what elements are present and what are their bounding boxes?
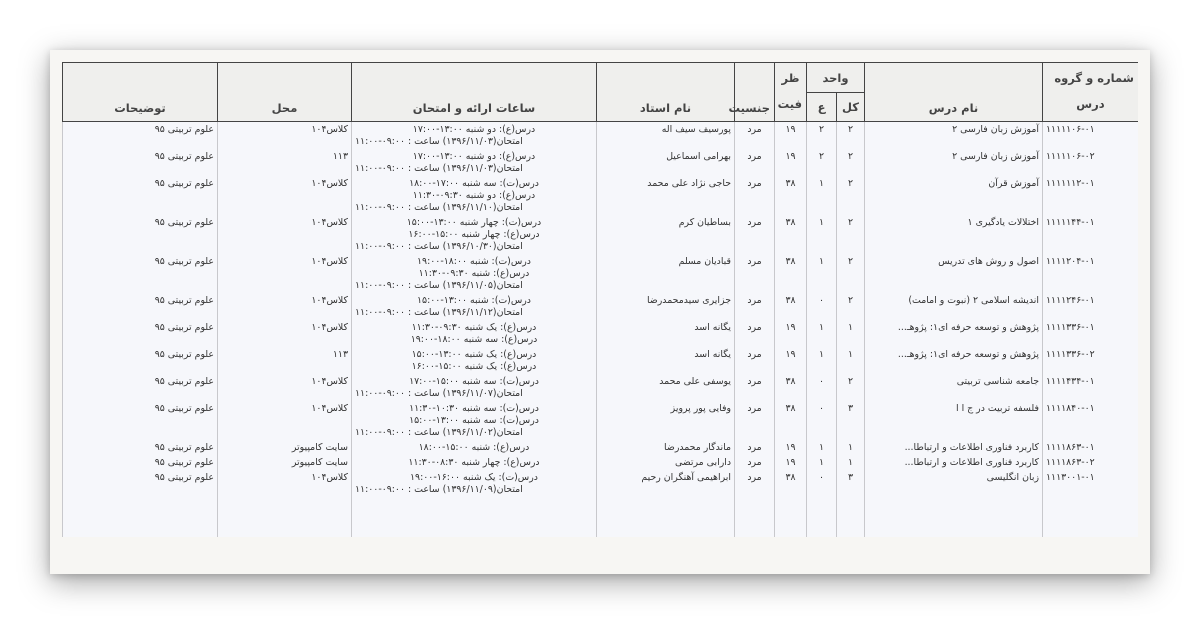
course-name: آموزش قرآن [865, 176, 1043, 215]
schedule [352, 149, 597, 176]
units-practical: ۰ [807, 401, 837, 440]
capacity: ۳۸ [775, 215, 807, 254]
instructor: بهرامی اسماعیل [597, 149, 735, 176]
course-code: ۱۱۱۱۱۴۴-۰۱ [1043, 215, 1139, 254]
instructor: دارابی مرتضی [597, 455, 735, 470]
schedule-line: درس(ت): سه شنبه ۱۳:۰۰-۱۵:۰۰ [409, 415, 539, 426]
course-name: فلسفه تربیت در ج ا ا [865, 401, 1043, 440]
units-total: ۲ [837, 254, 865, 293]
schedule-line: درس(ع): چهار شنبه ۱۵:۰۰-۱۶:۰۰ [408, 229, 540, 240]
notes: علوم تربیتی ۹۵ [63, 122, 218, 150]
table-row[interactable] [63, 470, 1139, 497]
units-total: ۱ [837, 347, 865, 374]
notes: علوم تربیتی ۹۵ [63, 149, 218, 176]
units-total: ۲ [837, 149, 865, 176]
schedule-line: درس(ع): شنبه ۰۹:۳۰-۱۱:۳۰ [418, 268, 530, 279]
capacity: ۳۸ [775, 254, 807, 293]
units-total: ۲ [837, 374, 865, 401]
instructor: ابراهیمی آهنگران رحیم [597, 470, 735, 497]
units-practical: ۱ [807, 440, 837, 455]
course-name: اندیشه اسلامی ۲ (نبوت و امامت) [865, 293, 1043, 320]
capacity: ۳۸ [775, 401, 807, 440]
schedule-line: درس(ع): سه شنبه ۱۸:۰۰-۱۹:۰۰ [410, 334, 538, 345]
gender: مرد [735, 470, 775, 497]
table-row[interactable] [63, 176, 1139, 215]
instructor: بساطیان کرم [597, 215, 735, 254]
course-name: جامعه شناسی تربیتی [865, 374, 1043, 401]
table-row[interactable] [63, 215, 1139, 254]
schedule-line: درس(ت): شنبه ۱۸:۰۰-۱۹:۰۰ [417, 256, 531, 267]
units-practical: ۰ [807, 374, 837, 401]
capacity: ۱۹ [775, 149, 807, 176]
header-capacity-line2: فیت [777, 97, 802, 111]
instructor: ماندگار محمدرضا [597, 440, 735, 455]
course-code: ۱۱۱۱۸۶۳-۰۱ [1043, 440, 1139, 455]
location: کلاس۱۰۴ [218, 320, 352, 347]
schedule-line: درس(ع): دو شنبه ۱۳:۰۰-۱۷:۰۰ [412, 151, 536, 162]
exam-line: امتحان(۱۳۹۶/۱۱/۰۳) ساعت : ۰۹:۰۰-۱۱:۰۰ [355, 163, 523, 174]
header-units-total[interactable]: کل [837, 93, 865, 122]
header-notes[interactable]: توضیحات [63, 63, 218, 122]
location: ۱۱۳ [218, 347, 352, 374]
schedule [352, 401, 597, 440]
location: سایت کامپیوتر [218, 440, 352, 455]
gender: مرد [735, 176, 775, 215]
location: کلاس۱۰۴ [218, 215, 352, 254]
schedule-line: درس(ع): چهار شنبه ۰۸:۳۰-۱۱:۳۰ [408, 457, 540, 468]
capacity: ۱۹ [775, 122, 807, 150]
capacity: ۳۸ [775, 176, 807, 215]
units-total: ۱ [837, 320, 865, 347]
gender: مرد [735, 254, 775, 293]
units-total: ۳ [837, 470, 865, 497]
course-name: زبان انگلیسی [865, 470, 1043, 497]
header-instructor[interactable]: نام استاد [597, 63, 735, 122]
schedule-line: درس(ع): شنبه ۱۵:۰۰-۱۸:۰۰ [418, 442, 530, 453]
schedule-line: درس(ع): یک شنبه ۱۳:۰۰-۱۵:۰۰ [411, 349, 537, 360]
course-code: ۱۱۱۳۰۰۱-۰۱ [1043, 470, 1139, 497]
course-code: ۱۱۱۱۱۰۶-۰۲ [1043, 149, 1139, 176]
schedule-line: درس(ت): سه شنبه ۱۰:۳۰-۱۱:۳۰ [409, 403, 539, 414]
exam-line: امتحان(۱۳۹۶/۱۰/۳۰) ساعت : ۰۹:۰۰-۱۱:۰۰ [355, 241, 523, 252]
units-practical: ۱ [807, 320, 837, 347]
header-course-name[interactable]: نام درس [865, 63, 1043, 122]
course-name: پژوهش و توسعه حرفه ای۱: پژوهـ... [865, 320, 1043, 347]
notes: علوم تربیتی ۹۵ [63, 320, 218, 347]
table-row[interactable] [63, 320, 1139, 347]
table-row[interactable] [63, 455, 1139, 470]
units-practical: ۲ [807, 149, 837, 176]
schedule [352, 455, 597, 470]
exam-line: امتحان(۱۳۹۶/۱۱/۰۳) ساعت : ۰۹:۰۰-۱۱:۰۰ [355, 136, 523, 147]
notes: علوم تربیتی ۹۵ [63, 176, 218, 215]
schedule [352, 293, 597, 320]
units-practical: ۰ [807, 470, 837, 497]
schedule [352, 374, 597, 401]
instructor: حاجی نژاد علی محمد [597, 176, 735, 215]
course-code: ۱۱۱۱۲۰۴-۰۱ [1043, 254, 1139, 293]
location: کلاس۱۰۴ [218, 401, 352, 440]
course-name: اختلالات یادگیری ۱ [865, 215, 1043, 254]
instructor: یوسفی علی محمد [597, 374, 735, 401]
table-row[interactable] [63, 347, 1139, 374]
units-practical: ۱ [807, 215, 837, 254]
units-total: ۱ [837, 440, 865, 455]
header-units: واحد [807, 63, 865, 93]
units-total: ۲ [837, 122, 865, 150]
capacity: ۱۹ [775, 320, 807, 347]
course-code: ۱۱۱۱۸۶۳-۰۲ [1043, 455, 1139, 470]
course-code: ۱۱۱۱۳۳۶-۰۲ [1043, 347, 1139, 374]
instructor: پورسیف سیف اله [597, 122, 735, 150]
units-total: ۲ [837, 293, 865, 320]
location: کلاس۱۰۴ [218, 122, 352, 150]
gender: مرد [735, 122, 775, 150]
schedule-line: درس(ع): یک شنبه ۰۹:۳۰-۱۱:۳۰ [411, 322, 537, 333]
instructor: وفایی پور پرویز [597, 401, 735, 440]
header-code-line2: درس [1076, 97, 1105, 111]
table-row[interactable] [63, 293, 1139, 320]
capacity: ۱۹ [775, 455, 807, 470]
course-code: ۱۱۱۱۱۰۶-۰۱ [1043, 122, 1139, 150]
course-code: ۱۱۱۱۴۳۴-۰۱ [1043, 374, 1139, 401]
schedule-line: درس(ت): سه شنبه ۱۷:۰۰-۱۸:۰۰ [409, 178, 539, 189]
schedule-line: درس(ت): یک شنبه ۱۶:۰۰-۱۹:۰۰ [410, 472, 538, 483]
header-code[interactable] [1043, 63, 1139, 122]
gender: مرد [735, 401, 775, 440]
units-practical: ۱ [807, 254, 837, 293]
header-units-practical[interactable]: ع [807, 93, 837, 122]
course-name: آموزش زبان فارسی ۲ [865, 122, 1043, 150]
notes: علوم تربیتی ۹۵ [63, 254, 218, 293]
course-name: آموزش زبان فارسی ۲ [865, 149, 1043, 176]
location: سایت کامپیوتر [218, 455, 352, 470]
notes: علوم تربیتی ۹۵ [63, 215, 218, 254]
units-practical: ۲ [807, 122, 837, 150]
instructor: قبادیان مسلم [597, 254, 735, 293]
location: ۱۱۳ [218, 149, 352, 176]
course-table-container[interactable] [62, 62, 1138, 560]
table-row[interactable] [63, 149, 1139, 176]
schedule-line: درس(ت): چهار شنبه ۱۳:۰۰-۱۵:۰۰ [406, 217, 542, 228]
schedule [352, 254, 597, 293]
notes: علوم تربیتی ۹۵ [63, 455, 218, 470]
schedule [352, 320, 597, 347]
location: کلاس۱۰۴ [218, 176, 352, 215]
gender: مرد [735, 455, 775, 470]
schedule [352, 215, 597, 254]
course-code: ۱۱۱۱۱۱۲-۰۱ [1043, 176, 1139, 215]
notes: علوم تربیتی ۹۵ [63, 401, 218, 440]
instructor: جزایری سیدمحمدرضا [597, 293, 735, 320]
exam-line: امتحان(۱۳۹۶/۱۱/۰۲) ساعت : ۰۹:۰۰-۱۱:۰۰ [355, 427, 523, 438]
notes: علوم تربیتی ۹۵ [63, 293, 218, 320]
course-code: ۱۱۱۱۸۴۰-۰۱ [1043, 401, 1139, 440]
table-row[interactable] [63, 401, 1139, 440]
schedule-line: درس(ع): یک شنبه ۱۵:۰۰-۱۶:۰۰ [411, 361, 537, 372]
units-total: ۲ [837, 176, 865, 215]
location: کلاس۱۰۴ [218, 254, 352, 293]
header-capacity[interactable] [775, 63, 807, 122]
schedule-line: درس(ت): سه شنبه ۱۵:۰۰-۱۷:۰۰ [409, 376, 539, 387]
gender: مرد [735, 347, 775, 374]
schedule [352, 347, 597, 374]
exam-line: امتحان(۱۳۹۶/۱۱/۱۰) ساعت : ۰۹:۰۰-۱۱:۰۰ [355, 202, 523, 213]
header-location[interactable]: محل [218, 63, 352, 122]
table-row[interactable] [63, 374, 1139, 401]
exam-line: امتحان(۱۳۹۶/۱۱/۰۵) ساعت : ۰۹:۰۰-۱۱:۰۰ [355, 280, 523, 291]
schedule [352, 440, 597, 455]
course-offerings-table [62, 62, 1138, 537]
units-total: ۳ [837, 401, 865, 440]
schedule-line: درس(ت): شنبه ۱۳:۰۰-۱۵:۰۰ [417, 295, 531, 306]
location: کلاس۱۰۴ [218, 293, 352, 320]
notes: علوم تربیتی ۹۵ [63, 470, 218, 497]
window-frame [50, 50, 1150, 574]
units-total: ۱ [837, 455, 865, 470]
table-row[interactable] [63, 122, 1139, 150]
schedule [352, 176, 597, 215]
location: کلاس۱۰۴ [218, 374, 352, 401]
table-body [63, 122, 1139, 538]
schedule [352, 122, 597, 150]
units-practical: ۱ [807, 347, 837, 374]
notes: علوم تربیتی ۹۵ [63, 440, 218, 455]
table-row[interactable] [63, 440, 1139, 455]
gender: مرد [735, 374, 775, 401]
course-name: پژوهش و توسعه حرفه ای۱: پژوهـ... [865, 347, 1043, 374]
capacity: ۱۹ [775, 347, 807, 374]
header-capacity-line1: ظر [781, 71, 800, 85]
exam-line: امتحان(۱۳۹۶/۱۱/۱۲) ساعت : ۰۹:۰۰-۱۱:۰۰ [355, 307, 523, 318]
exam-line: امتحان(۱۳۹۶/۱۱/۰۹) ساعت : ۰۹:۰۰-۱۱:۰۰ [355, 484, 523, 495]
gender: مرد [735, 293, 775, 320]
exam-line: امتحان(۱۳۹۶/۱۱/۰۷) ساعت : ۰۹:۰۰-۱۱:۰۰ [355, 388, 523, 399]
instructor: یگانه اسد [597, 320, 735, 347]
notes: علوم تربیتی ۹۵ [63, 347, 218, 374]
capacity: ۳۸ [775, 470, 807, 497]
course-code: ۱۱۱۱۳۳۶-۰۱ [1043, 320, 1139, 347]
course-code: ۱۱۱۱۲۴۶-۰۱ [1043, 293, 1139, 320]
instructor: یگانه اسد [597, 347, 735, 374]
units-practical: ۰ [807, 293, 837, 320]
units-total: ۲ [837, 215, 865, 254]
units-practical: ۱ [807, 176, 837, 215]
table-row[interactable] [63, 254, 1139, 293]
location: کلاس۱۰۴ [218, 470, 352, 497]
schedule-line: درس(ع): دو شنبه ۰۹:۳۰-۱۱:۳۰ [412, 190, 536, 201]
capacity: ۳۸ [775, 374, 807, 401]
gender: مرد [735, 149, 775, 176]
gender: مرد [735, 440, 775, 455]
course-name: اصول و روش های تدریس [865, 254, 1043, 293]
header-gender[interactable]: جنسیت [735, 63, 775, 122]
gender: مرد [735, 215, 775, 254]
table-filler-row [63, 497, 1139, 537]
course-name: کاربرد فناوری اطلاعات و ارتباطا... [865, 440, 1043, 455]
header-schedule[interactable]: ساعات ارائه و امتحان [352, 63, 597, 122]
schedule [352, 470, 597, 497]
units-practical: ۱ [807, 455, 837, 470]
notes: علوم تربیتی ۹۵ [63, 374, 218, 401]
capacity: ۱۹ [775, 440, 807, 455]
schedule-line: درس(ع): دو شنبه ۱۳:۰۰-۱۷:۰۰ [412, 124, 536, 135]
capacity: ۳۸ [775, 293, 807, 320]
course-name: کاربرد فناوری اطلاعات و ارتباطا... [865, 455, 1043, 470]
header-code-line1: شماره و گروه [1054, 71, 1134, 85]
gender: مرد [735, 320, 775, 347]
